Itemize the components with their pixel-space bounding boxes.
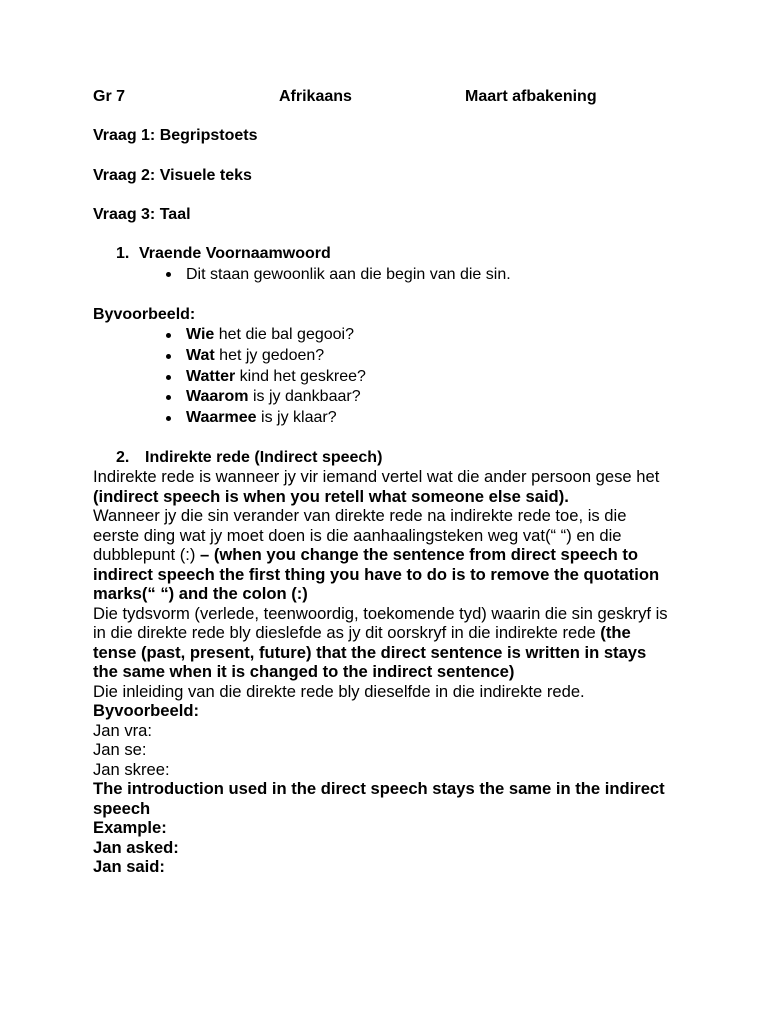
section-2-number: 2. (116, 449, 130, 466)
example-item-2: Wat het jy gedoen? (186, 347, 325, 364)
english-intro: The introduction used in the direct speech stays the same in the indirect speech (93, 779, 665, 818)
bullet-icon (166, 272, 171, 277)
section-1-heading: Vraende Voornaamwoord (139, 245, 331, 262)
bullet-icon (166, 333, 171, 338)
example-line-2: Jan se: (93, 740, 147, 759)
example-item-5: Waarmee is jy klaar? (186, 409, 337, 426)
bullet-icon (166, 375, 171, 380)
english-line-1: Jan asked: (93, 837, 179, 857)
english-example-label: Example: (93, 818, 167, 837)
example-item-4: Waarom is jy dankbaar? (186, 388, 361, 405)
bullet-icon (166, 395, 171, 400)
question-3: Vraag 3: Taal (93, 206, 191, 223)
section-2-example-label: Byvoorbeeld: (93, 701, 200, 720)
paragraph-3: Die tydsvorm (verlede, teenwoordig, toekomende tyd) waarin die sin geskryf is in die direkte rede bly dieslefde as jy dit oorskryf in die indirekte rede (the tense (past, present, future) that the direct sentence is written in stays the same when it is changed to the indirect sentence) (93, 603, 668, 681)
example-line-1: Jan vra: (93, 720, 153, 740)
question-2: Vraag 2: Visuele teks (93, 167, 252, 184)
paragraph-2: Wanneer jy die sin verander van direkte rede na indirekte rede toe, is die eerste ding wat jy moet doen is die aanhaalingsteken weg vat(“ “) en die dubblepunt (:) – (when you change the sentence from direct speech to indirect speech the first thing you have to do is to remove the quotation marks(“ “) and the colon (:) (93, 506, 660, 603)
example-line-3: Jan skree: (93, 759, 170, 779)
bullet-icon (166, 416, 171, 421)
section-2-heading: Indirekte rede (Indirect speech) (145, 449, 383, 466)
paragraph-1: Indirekte rede is wanneer jy vir iemand vertel wat die ander persoon gese het (indirect speech is when you retell what someone else said). (93, 467, 660, 506)
section-1-example-label: Byvoorbeeld: (93, 306, 196, 323)
example-item-1: Wie het die bal gegooi? (186, 326, 354, 343)
bullet-icon (166, 354, 171, 359)
document-title: Maart afbakening (465, 88, 597, 105)
subject-label: Afrikaans (279, 88, 352, 105)
question-1: Vraag 1: Begripstoets (93, 127, 258, 144)
section-1-number: 1. (116, 245, 130, 262)
paragraph-4: Die inleiding van die direkte rede bly dieselfde in die indirekte rede. (93, 681, 585, 701)
section-1-bullet: Dit staan gewoonlik aan die begin van die sin. (186, 266, 511, 283)
grade-label: Gr 7 (93, 88, 126, 105)
section-2-body (93, 467, 673, 877)
english-line-2: Jan said: (93, 857, 165, 876)
example-item-3: Watter kind het geskree? (186, 368, 366, 385)
